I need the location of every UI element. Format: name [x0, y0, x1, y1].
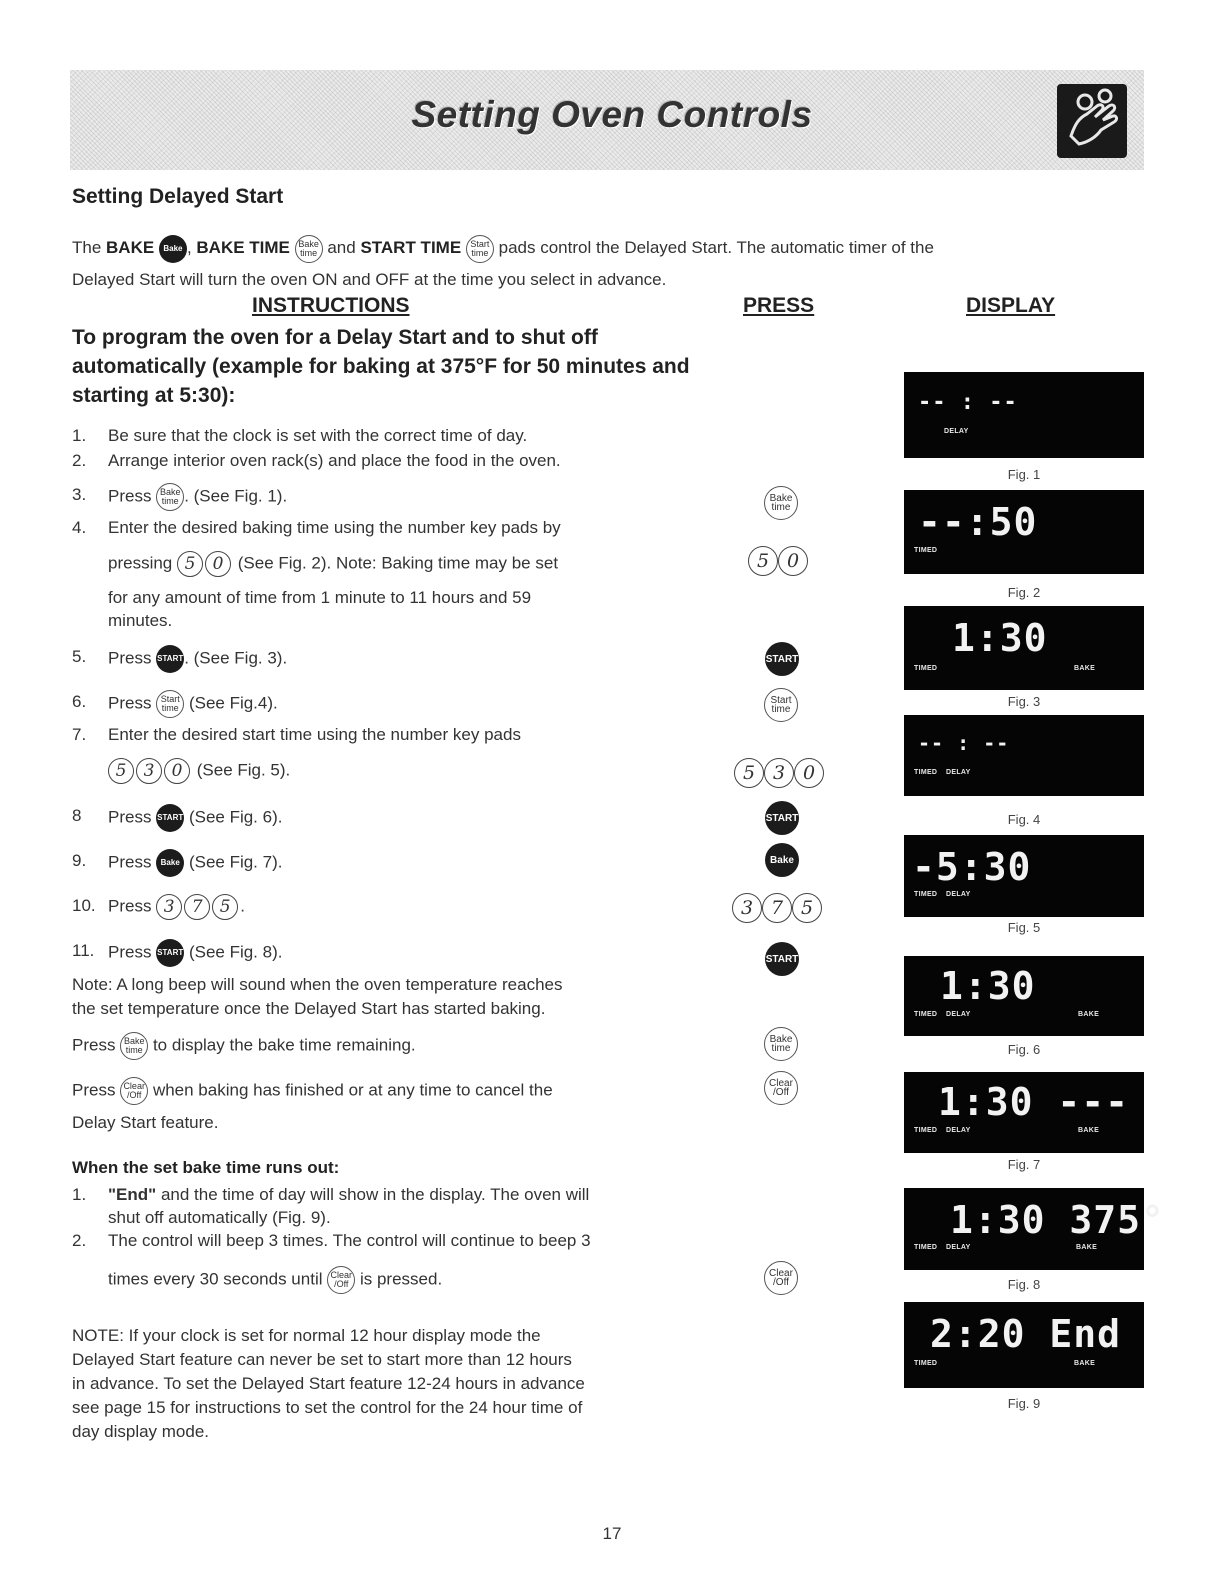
bake-time-pad-icon: Bake time [156, 483, 184, 511]
bake-time-pad-icon: Bake time [764, 1027, 798, 1061]
step-4-line-2: pressing 5 0 (See Fig. 2). Note: Baking time may be set [108, 551, 558, 577]
bake-pad-icon: Bake [156, 849, 184, 877]
note-12h-line-4: see page 15 for instructions to set the control for the 24 hour time of [72, 1398, 583, 1417]
cancel-note-line-1: Press Clear /Off when baking has finished or at any time to cancel the [72, 1077, 553, 1105]
bake-time-pad-icon: Bake time [295, 235, 323, 263]
press-bake-time-pad-2 [764, 1027, 798, 1061]
timed-indicator: TIMED [914, 1244, 938, 1251]
fig-2-caption: Fig. 2 [1007, 585, 1041, 600]
number-5-key-icon: 5 [792, 893, 822, 923]
delay-indicator: DELAY [946, 769, 971, 776]
intro-line-2: Delayed Start will turn the oven ON and OFF at the time you select in advance. [72, 270, 667, 289]
bake-time-pad-icon: Bake time [764, 486, 798, 520]
runs-out-item-1-line-2: shut off automatically (Fig. 9). [108, 1208, 331, 1227]
bake-pad-icon: Bake [765, 843, 799, 877]
start-pad-icon: START [765, 801, 799, 835]
display-fig-8 [904, 1188, 1165, 1270]
step-4-line-4: minutes. [108, 611, 173, 630]
clear-off-pad-icon: Clear /Off [764, 1261, 798, 1295]
display-readout: -5:30 [912, 845, 1032, 889]
bake-time-remaining-note: Press Bake time to display the bake time remaining. [72, 1032, 416, 1060]
delay-indicator: DELAY [944, 428, 969, 435]
clear-off-pad-icon: Clear /Off [764, 1071, 798, 1105]
note-12h-line-1: NOTE: If your clock is set for normal 12 hour display mode the [72, 1326, 541, 1345]
display-fig-5 [904, 835, 1144, 917]
bake-time-pad-icon: Bake time [120, 1032, 148, 1060]
fig-4-caption: Fig. 4 [1007, 812, 1041, 827]
section-title: Setting Delayed Start [72, 185, 284, 208]
clear-off-pad-icon: Clear /Off [327, 1266, 355, 1294]
bake-indicator: BAKE [1074, 1360, 1096, 1367]
timed-indicator: TIMED [914, 1360, 938, 1367]
start-pad-icon: START [765, 942, 799, 976]
step-7-line-2: 5 3 0 (See Fig. 5). [108, 758, 290, 784]
delay-indicator: DELAY [946, 891, 971, 898]
timed-indicator: TIMED [914, 891, 938, 898]
start-pad-icon: START [156, 804, 184, 832]
press-bake-time-pad [764, 486, 798, 520]
bake-pad-icon: Bake [159, 235, 187, 263]
bake-indicator: BAKE [1074, 665, 1096, 672]
number-3-key-icon: 3 [764, 758, 794, 788]
bake-label: BAKE [106, 238, 155, 257]
number-5-key-icon: 5 [748, 546, 778, 576]
number-5-key-icon: 5 [177, 551, 203, 577]
press-start-pad-2 [765, 801, 799, 835]
beep-note-line-2: the set temperature once the Delayed Start has started baking. [72, 999, 546, 1018]
display-readout: 1:30 --- [938, 1080, 1130, 1124]
number-3-key-icon: 3 [136, 758, 162, 784]
press-heading: PRESS [743, 294, 815, 317]
number-3-key-icon: 3 [156, 894, 182, 920]
procedure-heading: To program the oven for a Delay Start and to shut off automatically (example for baking at 375°F for 50 minutes and starting at 5:30): [72, 326, 690, 407]
intro-text: , [186, 238, 197, 257]
timed-indicator: TIMED [914, 769, 938, 776]
runs-out-heading: When the set bake time runs out: [72, 1158, 340, 1177]
display-fig-4 [904, 715, 1144, 796]
bake-indicator: BAKE [1078, 1011, 1100, 1018]
page-title: Setting Oven Controls [411, 94, 813, 135]
fig-3-caption: Fig. 3 [1007, 694, 1041, 709]
start-time-pad-icon: Start time [466, 235, 494, 263]
number-5-key-icon: 5 [108, 758, 134, 784]
number-0-key-icon: 0 [794, 758, 824, 788]
display-fig-1 [904, 372, 1144, 458]
press-digits-50 [748, 546, 808, 576]
runs-out-item-2-line-2: times every 30 seconds until Clear /Off is pressed. [108, 1266, 442, 1294]
intro-line-1 [72, 232, 1162, 264]
page-number: 17 [602, 1524, 622, 1543]
display-readout: 1:30 [940, 964, 1036, 1008]
press-start-pad [765, 642, 799, 676]
timed-indicator: TIMED [914, 665, 938, 672]
number-0-key-icon: 0 [205, 551, 231, 577]
display-readout: --:50 [918, 500, 1038, 544]
display-fig-6 [904, 956, 1144, 1036]
bake-indicator: BAKE [1076, 1244, 1098, 1251]
start-pad-icon: START [765, 642, 799, 676]
press-start-time-pad [764, 688, 798, 722]
display-readout: -- : -- [918, 731, 1010, 755]
number-7-key-icon: 7 [184, 894, 210, 920]
display-readout: 1:30 [952, 616, 1048, 660]
start-pad-icon: START [156, 645, 184, 673]
fig-7-caption: Fig. 7 [1007, 1157, 1041, 1172]
timed-indicator: TIMED [914, 547, 938, 554]
press-bake-pad [765, 843, 799, 877]
intro-text: pads control the Delayed Start. The automatic timer of the [493, 238, 934, 257]
intro-text: The [72, 238, 107, 257]
bake-time-label: BAKE TIME [196, 238, 290, 257]
start-time-label: START TIME [360, 238, 462, 257]
number-5-key-icon: 5 [212, 894, 238, 920]
beep-note-line-1: Note: A long beep will sound when the oven temperature reaches [72, 975, 563, 994]
timed-indicator: TIMED [914, 1127, 938, 1134]
number-0-key-icon: 0 [778, 546, 808, 576]
intro-text: and [322, 238, 361, 257]
press-clear-off-pad [764, 1071, 798, 1105]
hand-touch-icon [1057, 84, 1127, 158]
delay-indicator: DELAY [946, 1244, 971, 1251]
note-12h-line-2: Delayed Start feature can never be set to start more than 12 hours [72, 1350, 572, 1369]
delay-indicator: DELAY [946, 1011, 971, 1018]
press-start-pad-3 [765, 942, 799, 976]
number-3-key-icon: 3 [732, 893, 762, 923]
delay-indicator: DELAY [946, 1127, 971, 1134]
bake-indicator: BAKE [1078, 1127, 1100, 1134]
start-time-pad-icon: Start time [764, 688, 798, 722]
number-7-key-icon: 7 [762, 893, 792, 923]
timed-indicator: TIMED [914, 1011, 938, 1018]
display-readout: 2:20 End [930, 1312, 1122, 1356]
number-5-key-icon: 5 [734, 758, 764, 788]
display-heading: DISPLAY [966, 294, 1056, 317]
note-12h-line-3: in advance. To set the Delayed Start feature 12-24 hours in advance [72, 1374, 585, 1393]
fig-6-caption: Fig. 6 [1007, 1042, 1041, 1057]
press-digits-375 [732, 893, 822, 923]
press-digits-530 [734, 758, 824, 788]
cancel-note-line-2: Delay Start feature. [72, 1113, 219, 1132]
display-fig-3 [904, 606, 1144, 690]
press-clear-off-pad-2 [764, 1261, 798, 1295]
step-4-line-3: for any amount of time from 1 minute to 11 hours and 59 [108, 588, 532, 607]
display-fig-2 [904, 490, 1144, 574]
start-pad-icon: START [156, 939, 184, 967]
fig-8-caption: Fig. 8 [1007, 1277, 1041, 1292]
display-readout: -- : -- [918, 390, 1018, 415]
number-0-key-icon: 0 [164, 758, 190, 784]
clear-off-pad-icon: Clear /Off [120, 1077, 148, 1105]
start-time-pad-icon: Start time [156, 690, 184, 718]
fig-5-caption: Fig. 5 [1007, 920, 1041, 935]
display-fig-9 [904, 1302, 1144, 1388]
note-12h-line-5: day display mode. [72, 1422, 210, 1441]
intro-paragraph [72, 232, 1162, 296]
display-readout: 1:30 375° [950, 1198, 1165, 1242]
display-fig-7 [904, 1072, 1144, 1153]
fig-1-caption: Fig. 1 [1007, 467, 1041, 482]
instructions-heading: INSTRUCTIONS [252, 294, 410, 317]
fig-9-caption: Fig. 9 [1007, 1396, 1041, 1411]
